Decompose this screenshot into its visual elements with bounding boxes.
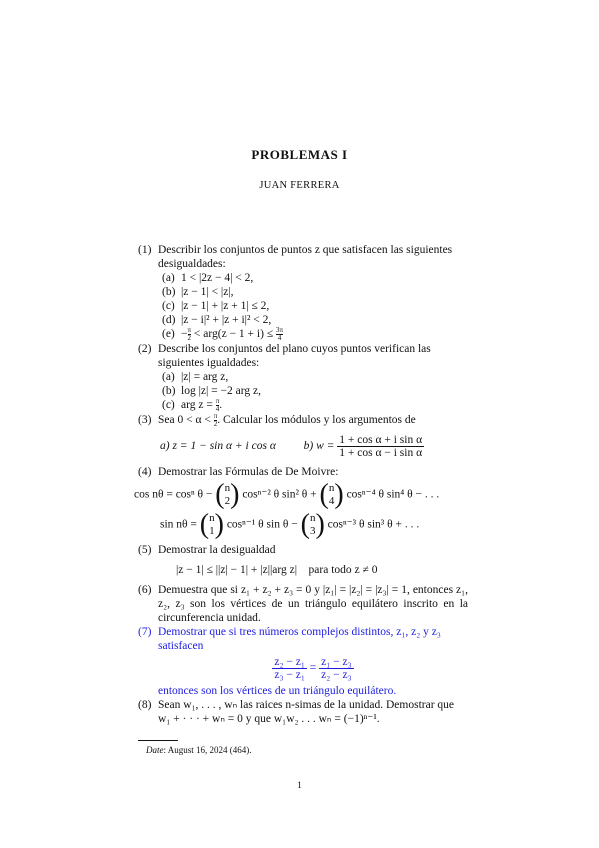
binomial: (n 2) — [215, 479, 240, 510]
problem-text: Sean w₁, . . . , wₙ las raices n-simas de la unidad. Demostrar que w₁ + · · · + wₙ = 0 y que w₁w₂ . . . wₙ = (−1)ⁿ⁻¹. — [158, 699, 455, 725]
list-item: (e) − $\frac{\pi}{2}$ < arg(z − 1 + i) ≤ $\frac{3\pi}{4}$ — [162, 326, 284, 342]
problem-list — [134, 243, 468, 726]
problem-text: Demuestra que si z₁ + z₂ + z₃ = 0 y |z₁| = |z₂| = |z₃| = 1, entonces z₁, z₂, z₃ son los vértices de un triángulo equilátero inscrito en la circunferencia unidad. — [158, 584, 468, 624]
list-item: (b) |z − 1| < |z|, — [162, 286, 234, 298]
problem-5 — [138, 543, 468, 583]
problem-text: Demostrar las Fórmulas de De Moivre: — [158, 466, 339, 478]
problem-text: Describir los conjuntos de puntos z que satisfacen las siguientes desigualdades: — [158, 244, 453, 270]
problem-text: Describe los conjuntos del plano cuyos puntos verifican las siguientes igualdades: — [158, 343, 431, 369]
problem-number: (8) — [138, 699, 152, 711]
paper-title: PROBLEMAS I — [251, 147, 348, 162]
date-footnote: Date: August 16, 2024 (464). — [146, 745, 252, 755]
list-item: (d) |z − i|² + |z + i|² < 2, — [162, 314, 272, 326]
problem-3 — [138, 413, 468, 465]
binomial: (n 3) — [300, 509, 325, 540]
problem-number: (4) — [138, 466, 152, 478]
de-moivre-sin-formula: sin nθ = (n 1) cosⁿ⁻¹ θ sin θ − (n 3) cosⁿ⁻³ θ sin³ θ + . . . — [160, 509, 420, 540]
display-equation: |z − 1| ≤ ||z| − 1| + |z||arg z| para todo z ≠ 0 — [176, 564, 378, 576]
list-item: (b) log |z| = −2 arg z, — [162, 385, 261, 397]
problem-7 — [138, 625, 468, 698]
problem-text: Sea 0 < α < $\frac{\pi}{2}$ . Calcular los módulos y los argumentos de — [158, 412, 416, 428]
problem-number: (1) — [138, 244, 152, 256]
footnote-rule — [138, 740, 178, 741]
problem-number: (6) — [138, 584, 152, 596]
list-item: (a) 1 < |2z − 4| < 2, — [162, 272, 254, 284]
problem-6 — [138, 583, 468, 625]
list-item: (c) |z − 1| + |z + 1| ≤ 2, — [162, 300, 270, 312]
problem-number: (3) — [138, 414, 152, 426]
author-name: JUAN FERRERA — [259, 180, 340, 191]
list-item: (a) |z| = arg z, — [162, 371, 229, 383]
problem-4 — [138, 465, 468, 479]
problem-text-after: entonces son los vértices de un triángulo equilátero. — [158, 685, 397, 697]
problem-number: (2) — [138, 343, 152, 355]
problem-number: (5) — [138, 544, 152, 556]
problem-text: Demostrar la desigualdad — [158, 544, 276, 556]
problem-1 — [138, 243, 468, 342]
problem-2 — [138, 342, 468, 413]
de-moivre-cos-formula: cos nθ = cosⁿ θ − (n 2) cosⁿ⁻² θ sin² θ + (n 4) cosⁿ⁻⁴ θ sin⁴ θ − . . . — [134, 479, 440, 510]
binomial: (n 4) — [319, 479, 344, 510]
problem-8 — [138, 698, 468, 726]
problem-number: (7) — [138, 626, 152, 638]
list-item: (c) arg z = $\frac{\pi}{4}$ . — [162, 397, 223, 413]
display-equation: $\frac{\text{z₂ − z₁}}{\text{z₃ − z₁}}$ = $\frac{\text{z₁ − z₃}}{\text{z₂ − z₃}}$ — [274, 656, 352, 681]
problem-text: Demostrar que si tres números complejos distintos, z₁, z₂ y z₃ satisfacen — [158, 626, 441, 652]
page-number: 1 — [297, 781, 302, 791]
display-equation: a) z = 1 − sin α + i cos α b) w = $\frac{\text{1 + cos α + i sin α}}{\text{1 + cos α − i sin α}}$ — [160, 434, 423, 459]
binomial: (n 1) — [199, 509, 224, 540]
